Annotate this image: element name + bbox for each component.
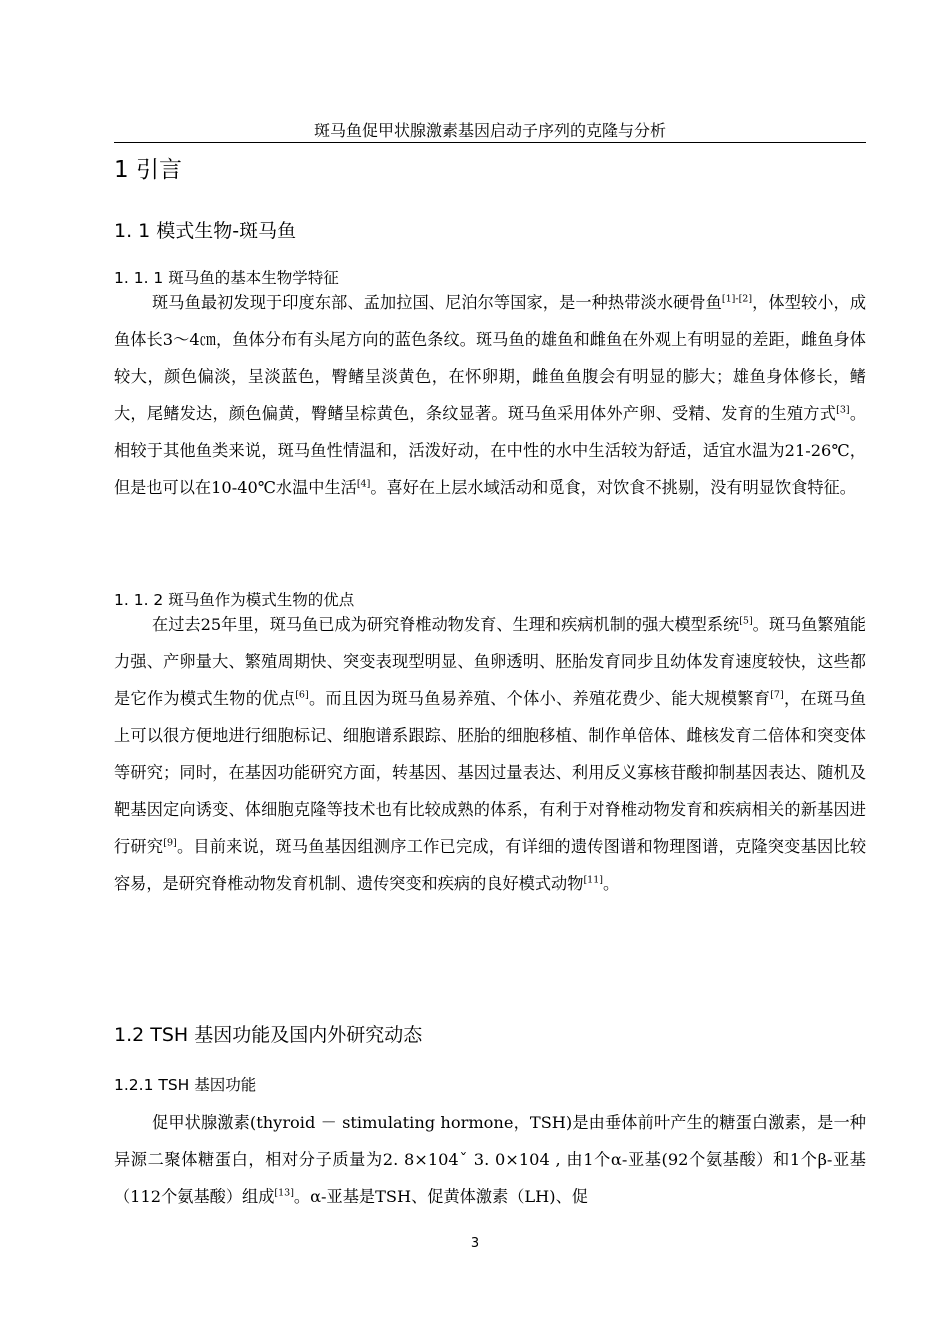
subsection-heading-1-1-1: 1. 1. 1 斑马鱼的基本生物学特征	[114, 269, 339, 287]
paragraph-text: 。而且因为斑马鱼易养殖、个体小、养殖花费少、能大规模繁育	[308, 689, 771, 708]
page-number: 3	[470, 1236, 480, 1251]
paragraph-text: 。	[602, 874, 620, 893]
subsection-heading-1-2-1: 1.2.1 TSH 基因功能	[114, 1076, 257, 1094]
paragraph-text: ，在斑马鱼上可以很方便地进行细胞标记、细胞谱系跟踪、胚胎的细胞移植、制作单倍体、雌核发育二倍体和突变体等研究；同时，在基因功能研究方面，转基因、基因过量表达、利用反义寡核苷酸抑制基因表达、随机及靶基因定向诱变、体细胞克隆等技术也有比较成熟的体系，有利于对脊椎动物发育和疾病相关的新基因进行研究	[114, 689, 867, 856]
paragraph-1-2-1	[114, 1104, 866, 1215]
header-rule	[114, 142, 866, 143]
paragraph-text: ，体型较小，成鱼体长3～4㎝，鱼体分布有头尾方向的蓝色条纹。斑马鱼的雄鱼和雌鱼在外观上有明显的差距，雌鱼身体较大，颜色偏淡，呈淡蓝色，臀鳍呈淡黄色，在怀卵期，雌鱼鱼腹会有明显的膨大；雄鱼身体修长，鳍大，尾鳍发达，颜色偏黄，臀鳍呈棕黄色，条纹显著。斑马鱼采用体外产卵、受精、发育的生殖方式	[114, 293, 867, 423]
paragraph-text: 。相较于其他鱼类来说，斑马鱼性情温和，活泼好动，在中性的水中生活较为舒适，适宜水温为21-26℃，但是也可以在10-40℃水温中生活	[114, 404, 867, 497]
paragraph-1-1-2	[114, 606, 866, 902]
citation: [6]	[295, 689, 309, 701]
paragraph-text: 促甲状腺激素(thyroid － stimulating hormone，TSH)是由垂体前叶产生的糖蛋白激素，是一种异源二聚体糖蛋白，相对分子质量为2. 8×104ˇ 3. 0×104 , 由1个α-亚基(92个氨基酸）和1个β-亚基（112个氨基酸）组成	[114, 1113, 866, 1206]
subsection-heading-1-1-2: 1. 1. 2 斑马鱼作为模式生物的优点	[114, 591, 355, 609]
running-header-title: 斑马鱼促甲状腺激素基因启动子序列的克隆与分析	[313, 121, 666, 140]
citation: [1]-[2]	[721, 293, 753, 305]
citation: [13]	[274, 1187, 294, 1199]
citation: [11]	[583, 874, 603, 886]
section-heading-1-2: 1.2 TSH 基因功能及国内外研究动态	[114, 1024, 423, 1046]
paragraph-text: 。α-亚基是TSH、促黄体激素（LH)、促	[293, 1187, 588, 1206]
chapter-title: 1 引言	[114, 157, 182, 183]
paragraph-text: 在过去25年里，斑马鱼已成为研究脊椎动物发育、生理和疾病机制的强大模型系统	[152, 615, 740, 634]
citation: [7]	[770, 689, 784, 701]
paragraph-text: 。目前来说，斑马鱼基因组测序工作已完成，有详细的遗传图谱和物理图谱，克隆突变基因比较容易，是研究脊椎动物发育机制、遗传突变和疾病的良好模式动物	[114, 837, 867, 893]
citation: [5]	[739, 615, 753, 627]
paragraph-text: 。喜好在上层水域活动和觅食，对饮食不挑剔，没有明显饮食特征。	[370, 478, 856, 497]
section-heading-1-1: 1. 1 模式生物-斑马鱼	[114, 220, 297, 242]
citation: [9]	[163, 837, 177, 849]
paragraph-text: 斑马鱼最初发现于印度东部、孟加拉国、尼泊尔等国家，是一种热带淡水硬骨鱼	[152, 293, 722, 312]
paragraph-1-1-1	[114, 284, 866, 506]
citation: [4]	[356, 478, 371, 490]
citation: [3]	[836, 404, 850, 416]
paragraph-text: 。斑马鱼繁殖能力强、产卵量大、繁殖周期快、突变表现型明显、鱼卵透明、胚胎发育同步且幼体发育速度较快，这些都是它作为模式生物的优点	[114, 615, 866, 708]
